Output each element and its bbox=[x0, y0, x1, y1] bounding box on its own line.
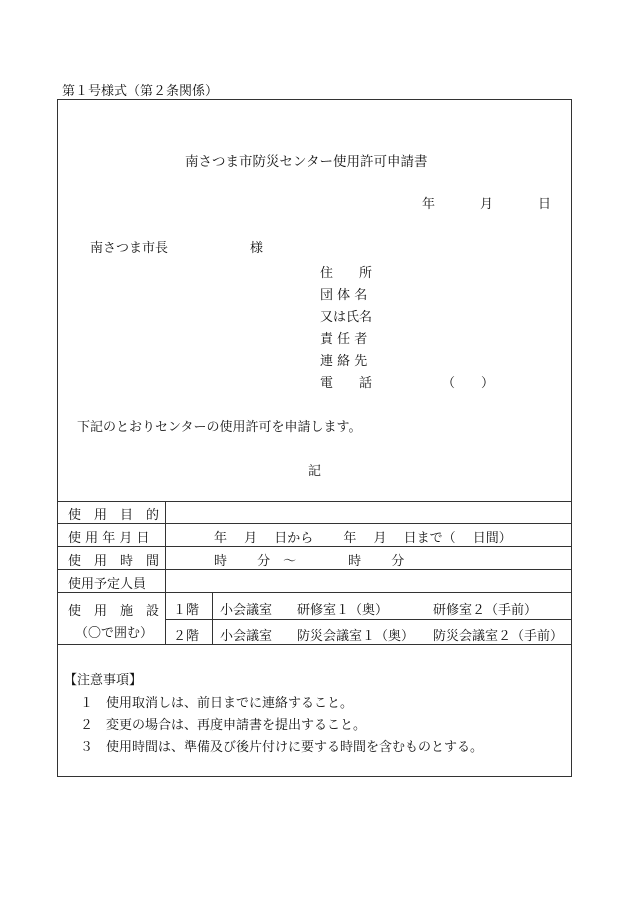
note-item-number: １ bbox=[80, 696, 94, 711]
date-range-field[interactable]: 年 月 日から 年 月 日まで（ 日間） bbox=[214, 531, 512, 546]
notes-heading: 【注意事項】 bbox=[64, 673, 143, 688]
applicant-address-label: 住 所 bbox=[320, 266, 373, 281]
table-top-line bbox=[57, 501, 572, 502]
table-floor-col-divider bbox=[212, 592, 213, 644]
note-item-number: ２ bbox=[80, 718, 94, 733]
table-row-line bbox=[57, 523, 572, 524]
ki-mark: 記 bbox=[308, 464, 322, 479]
room-option-2f-disaster-1[interactable]: 防災会議室１（奥） bbox=[297, 629, 415, 644]
addressee-honorific: 様 bbox=[250, 241, 264, 256]
floor-2-label: ２階 bbox=[173, 629, 200, 644]
applicant-responsible-label: 責 任 者 bbox=[320, 332, 368, 347]
table-row-line bbox=[57, 592, 572, 593]
table-row-line bbox=[57, 569, 572, 570]
time-field[interactable]: 時 分 ～ 時 分 bbox=[214, 554, 405, 569]
applicant-name-label: 又は氏名 bbox=[320, 310, 373, 325]
applicant-contact-label: 連 絡 先 bbox=[320, 354, 368, 369]
applicant-phone-label: 電 話 bbox=[320, 376, 373, 391]
form-number: 第１号様式（第２条関係） bbox=[62, 84, 219, 99]
room-option-2f-small-meeting[interactable]: 小会議室 bbox=[220, 629, 273, 644]
note-item-text: 変更の場合は、再度申請書を提出すること。 bbox=[106, 718, 367, 733]
purpose-field[interactable] bbox=[170, 503, 568, 522]
room-option-1f-small-meeting[interactable]: 小会議室 bbox=[220, 603, 273, 618]
table-bottom-line bbox=[57, 644, 572, 645]
people-label: 使用予定人員 bbox=[68, 577, 147, 592]
room-option-1f-training-2[interactable]: 研修室２（手前） bbox=[433, 603, 538, 618]
applicant-group-label: 団 体 名 bbox=[320, 288, 368, 303]
room-option-2f-disaster-2[interactable]: 防災会議室２（手前） bbox=[433, 629, 564, 644]
form-title: 南さつま市防災センター使用許可申請書 bbox=[185, 154, 428, 170]
facility-label-note: （〇で囲む） bbox=[75, 626, 154, 641]
date-range-label: 使 用 年 月 日 bbox=[68, 531, 150, 546]
note-item-text: 使用時間は、準備及び後片付けに要する時間を含むものとする。 bbox=[106, 740, 484, 755]
phone-area-code-field[interactable]: （ ） bbox=[442, 376, 495, 391]
time-label: 使 用 時 間 bbox=[68, 554, 160, 569]
table-label-divider bbox=[165, 501, 166, 644]
addressee-name: 南さつま市長 bbox=[90, 241, 169, 256]
date-year[interactable]: 年 bbox=[422, 197, 436, 212]
request-text: 下記のとおりセンターの使用許可を申請します。 bbox=[77, 420, 362, 435]
table-row-line bbox=[57, 546, 572, 547]
people-field[interactable] bbox=[170, 571, 568, 590]
floor-1-label: １階 bbox=[173, 603, 200, 618]
note-item-text: 使用取消しは、前日までに連絡すること。 bbox=[106, 696, 354, 711]
note-item-number: ３ bbox=[80, 740, 94, 755]
facility-label: 使 用 施 設 bbox=[68, 604, 160, 619]
purpose-label: 使 用 目 的 bbox=[68, 508, 160, 523]
date-day[interactable]: 日 bbox=[538, 197, 552, 212]
date-month[interactable]: 月 bbox=[480, 197, 494, 212]
table-floor-divider bbox=[165, 619, 572, 620]
room-option-1f-training-1[interactable]: 研修室１（奥） bbox=[297, 603, 389, 618]
